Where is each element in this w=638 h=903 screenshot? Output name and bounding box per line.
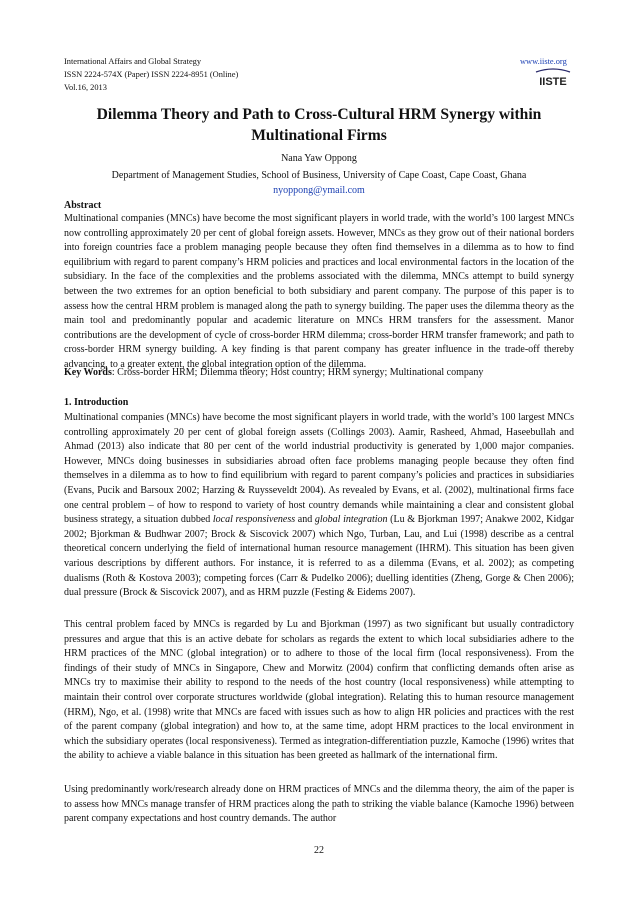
intro-paragraph-3: Using predominantly work/research already done on HRM practices of MNCs and the dilemma theory, the aim of the paper is to assess how MNCs manage transfer of HRM practices along the path to striking the viable balance (Kamoche 1996) between parent company expectations and host country demands. The author bbox=[64, 784, 574, 825]
keywords-line bbox=[64, 366, 574, 380]
intro-p1-part-a: Multinational companies (MNCs) have become the most significant players in world trade, with the world’s 100 largest MNCs controlling approximately 20 per cent of global foreign assets (Collings 2003). Aamir, Rasheed, Ahmad, Haseebullah and Ahmad (2013) also indicate that 80 per cent of the world industrial productivity is generated by 1,000 major companies. However, MNCs doing businesses in subsidiaries abroad often face problems managing people because they often find themselves in a dilemma as to how to find equilibrium with regard to parent company’s policies and practices in subsidiaries (Evans, Pucik and Barsoux 2002; Harzing & Ruysseveldt 2004). As revealed by Evans, et al. (2002), multinational firms face one central problem – of how to respond to variety of host country demands while maintaining a clear and consistent global business strategy, a situation dubbed bbox=[64, 412, 574, 526]
abstract-text: Multinational companies (MNCs) have become the most significant players in world trade, with the world’s 100 largest MNCs now controlling approximately 20 per cent of global foreign assets. However, MNCs as they grow out of their national borders into foreign countries face a problem managing people because they often find themselves in a dilemma as to how to find equilibrium with regard to parent company’s HRM policies and practices and local environmental factors in the location of the subsidiary. In the face of the complexities and the problems associated with the dilemma, MNCs attempt to build synergy between the two extremes for an option beneficial to both subsidiary and parent company. The purpose of this paper is to assess how the central HRM problem is managed along the path to synergy building. The paper uses the dilemma theory as the main tool and predominantly popular and academic literature on MNCs HRM transfers for the assessment. Manor contributions are the development of cycle of cross-border HRM dilemma; cross-border HRM transfer framework; and path to cross-border HRM synergy building. A key finding is that parent company has greater influence in the trade-off thereby advancing, to a greater extent, the global integration option of the dilemma. bbox=[64, 213, 574, 370]
journal-url-link[interactable]: www.iiste.org bbox=[520, 57, 567, 66]
keywords-label: Key Words bbox=[64, 367, 112, 378]
volume-line: Vol.16, 2013 bbox=[64, 83, 107, 92]
issn-line: ISSN 2224-574X (Paper) ISSN 2224-8951 (Online) bbox=[64, 70, 239, 79]
author-name: Nana Yaw Oppong bbox=[281, 153, 357, 164]
journal-name: International Affairs and Global Strategy bbox=[64, 57, 202, 66]
intro-p1-part-b: and bbox=[295, 514, 315, 526]
author-affiliation: Department of Management Studies, School of Business, University of Cape Coast, Cape Coast, Ghana bbox=[111, 170, 527, 181]
page-number: 22 bbox=[314, 845, 324, 856]
intro-p1-part-c: (Lu & Bjorkman 1997; Anakwe 2002, Kidgar 2002; Bjorkman & Budhwar 2007; Brock & Siscovick 2007) which Ngo, Turban, Lau, and Lui (1998) describe as a central theoretical concern underlying the field of international human resource management (IHRM). This situation has been given various descriptions by different authors. For instance, it is referred to as a dilemma (Evans, et al. 2002); as competing dualisms (Roth & Kostova 2003); competing forces (Carr & Pudelko 2006); duelling identities (Zheng, Gorge & Chen 2006); dual pressure (Brock & Siscovick 2007), and as HRM puzzle (Festing & Eidems 2007). bbox=[64, 514, 574, 599]
intro-paragraph-1 bbox=[64, 411, 574, 601]
author-email-link[interactable]: nyoppong@ymail.com bbox=[273, 185, 365, 196]
keywords-list: : Cross-border HRM; Dilemma theory; Host country; HRM synergy; Multinational company bbox=[111, 367, 484, 378]
intro-p1-emphasis-global: global integration bbox=[314, 514, 388, 526]
intro-paragraph-2: This central problem faced by MNCs is regarded by Lu and Bjorkman (1997) as two significant but usually contradictory pressures and argue that this is an active debate for scholars as regards the extent to which local subsidiaries adhere to the HRM practices of the MNC (global integration) or to adhere to those of the local firm (local responsiveness). From the findings of their study of MNCs in Singapore, Chew and Morwitz (2004) confirm that conflicting demands often arise as MNCs try to maximise their ability to respond to the needs of the host country (local responsiveness) while attempting to maintain their control over corporate structures worldwide (global integration). Relating this to human resource management (HRM), Ngo, et al. (1998) write that MNCs are faced with issues such as how to align HR policies and practices with the rest of the parent company (global integration) and how to, at the same time, adopt HRM practices to the local environment in which the subsidiary operates (local responsiveness). Termed as integration-differentiation puzzle, Kamoche (1996) writes that the ability to achieve a viable balance in this situation has been greeted as hallmark of the international firm. bbox=[64, 619, 574, 762]
paper-title: Dilemma Theory and Path to Cross-Cultural HRM Synergy within Multinational Firms bbox=[96, 106, 542, 144]
logo-text: IISTE bbox=[539, 76, 567, 88]
iiste-logo-icon bbox=[533, 68, 573, 89]
intro-p1-emphasis-local: local responsiveness bbox=[212, 514, 296, 526]
introduction-heading: 1. Introduction bbox=[64, 397, 129, 408]
abstract-heading: Abstract bbox=[64, 200, 102, 211]
